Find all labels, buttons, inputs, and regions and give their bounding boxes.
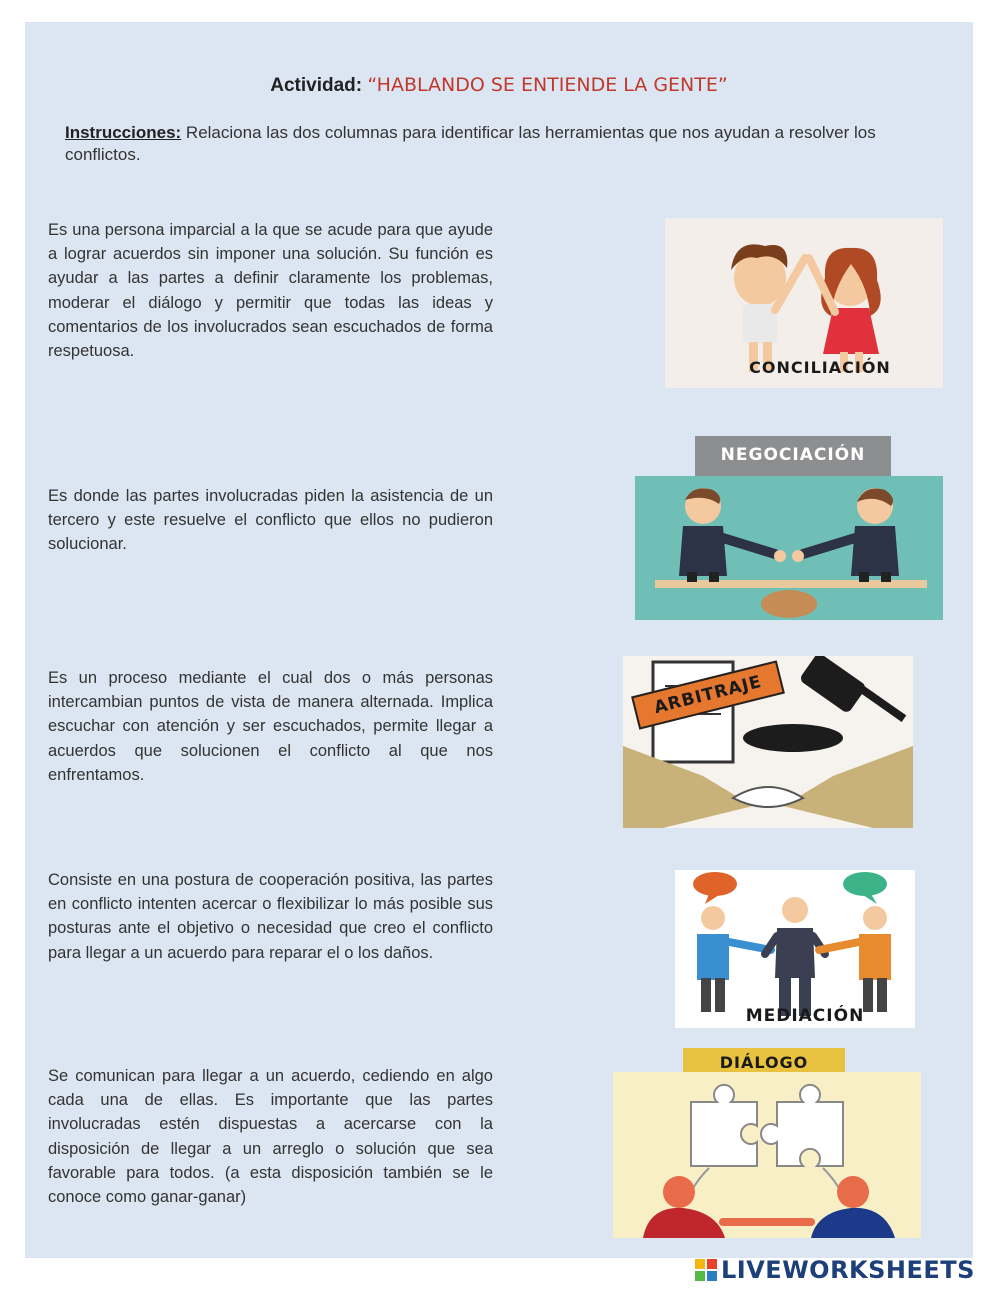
dialogo-label: DIÁLOGO bbox=[719, 1053, 809, 1072]
three-people-mediation-illustration bbox=[675, 870, 915, 1028]
mediacion-label: MEDIACIÓN bbox=[745, 1006, 865, 1026]
negociacion-card[interactable] bbox=[635, 476, 943, 620]
worksheet-page bbox=[25, 22, 973, 1258]
negociacion-label: NEGOCIACIÓN bbox=[720, 445, 866, 465]
liveworksheets-logo-icon bbox=[695, 1259, 717, 1281]
definition-2: Es donde las partes involucradas piden la asistencia de un tercero y este resuelve el conflicto que ellos no pudieron solucionar. bbox=[48, 487, 493, 554]
definition-5: Se comunican para llegar a un acuerdo, cediendo en algo cada una de ellas. Es importante que las partes involucradas estén dispuestas a acercarse con la disposición de llegar a un arreglo o solución que sea favorable para todos. (a esta disposición también se le conoce como ganar-ganar) bbox=[48, 1067, 493, 1207]
title-text: “HABLANDO SE ENTIENDE LA GENTE” bbox=[367, 74, 728, 96]
definition-4: Consiste en una postura de cooperación positiva, las partes en conflicto intenten acercar o flexibilizar lo más posible sus posturas ante el objetivo o necesidad que creo el conflicto para llegar a un acuerdo para reparar el o los daños. bbox=[48, 871, 493, 962]
puzzle-dialogue-illustration bbox=[613, 1072, 921, 1238]
arbitraje-label: ARBITRAJE bbox=[631, 660, 785, 729]
instructions-text: Relaciona las dos columnas para identificar las herramientas que nos ayudan a resolver los conflictos. bbox=[65, 123, 876, 164]
conciliacion-card[interactable] bbox=[665, 218, 943, 388]
conciliacion-label: CONCILIACIÓN bbox=[749, 358, 891, 377]
liveworksheets-footer[interactable] bbox=[695, 1255, 975, 1285]
dialogo-card[interactable] bbox=[613, 1072, 921, 1238]
definition-3: Es un proceso mediante el cual dos o más personas intercambian puntos de vista de manera alternada. Implica escuchar con atención y ser escuchados, permite llegar a acuerdos que solucionen el conflicto al que nos enfrentamos. bbox=[48, 669, 493, 784]
liveworksheets-brand: LIVEWORKSHEETS bbox=[721, 1256, 975, 1284]
mediacion-card[interactable] bbox=[675, 870, 915, 1028]
page-title bbox=[25, 74, 973, 97]
definition-1: Es una persona imparcial a la que se acude para que ayude a lograr acuerdos sin imponer una solución. Su función es ayudar a las partes a definir claramente los problemas, moderar el diálogo y permitir que todas las ideas y comentarios de los involucrados sean escuchados de forma respetuosa. bbox=[48, 221, 493, 361]
negociacion-label-box[interactable] bbox=[695, 436, 891, 476]
businessmen-handshake-illustration bbox=[635, 476, 943, 620]
instructions bbox=[65, 122, 925, 166]
title-prefix: Actividad: bbox=[270, 75, 363, 96]
arbitraje-card[interactable] bbox=[623, 656, 913, 828]
instructions-label: Instrucciones: bbox=[65, 123, 182, 142]
